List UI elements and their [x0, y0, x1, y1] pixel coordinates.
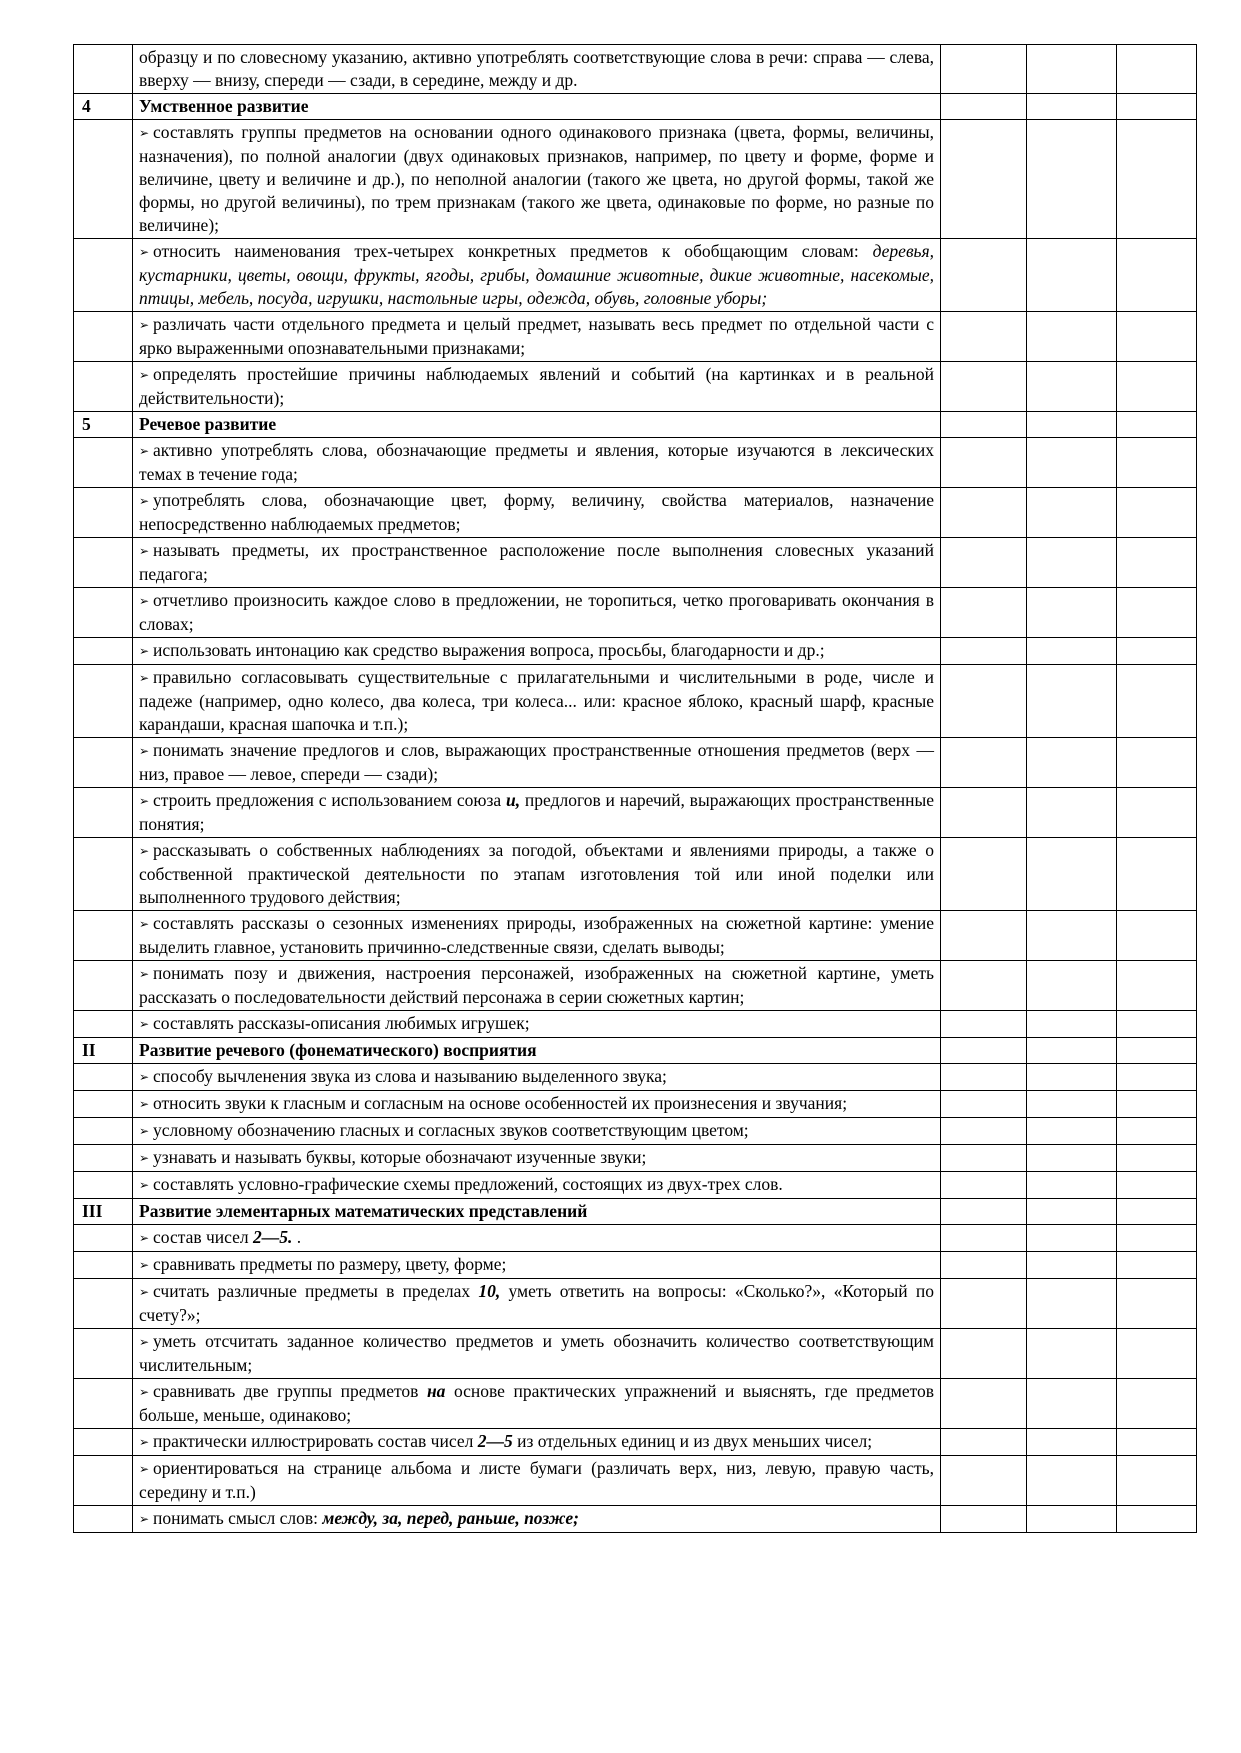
- assessment-cell[interactable]: [1117, 1038, 1197, 1064]
- assessment-cell[interactable]: [1117, 1456, 1197, 1506]
- assessment-cell[interactable]: [1027, 412, 1117, 438]
- bullet-arrow-icon: ➢: [139, 1017, 150, 1031]
- skill-text: составлять группы предметов на основании одного одинакового признака (цвета, формы, величины, назначения), по полной аналогии (двух одинаковых признаков, например, по цвету и форме, форме и величине, цвету и величине и др.), по неполной аналогии (такого же цвета, но другой формы, такой же формы, но другой величины), по трем признакам (такого же цвета, одинаковые по форме, но разные по величине);: [139, 122, 934, 235]
- assessment-cell[interactable]: [1027, 1279, 1117, 1329]
- assessment-cell[interactable]: [941, 738, 1027, 788]
- assessment-cell[interactable]: [941, 588, 1027, 638]
- skill-text: узнавать и называть буквы, которые обозначают изученные звуки;: [153, 1147, 647, 1167]
- assessment-cell[interactable]: [941, 362, 1027, 412]
- assessment-cell[interactable]: [1117, 638, 1197, 665]
- assessment-cell[interactable]: [1027, 120, 1117, 239]
- section-number: [74, 1279, 133, 1329]
- assessment-cell[interactable]: [1027, 1225, 1117, 1252]
- table-row: [74, 312, 1197, 362]
- assessment-cell[interactable]: [1027, 1038, 1117, 1064]
- skill-item: [133, 1011, 941, 1038]
- assessment-cell[interactable]: [941, 1279, 1027, 1329]
- section-number: [74, 1429, 133, 1456]
- section-number: [74, 488, 133, 538]
- skill-bold-text: 2—5: [477, 1431, 513, 1451]
- assessment-cell[interactable]: [1117, 665, 1197, 738]
- assessment-cell[interactable]: [941, 312, 1027, 362]
- assessment-cell[interactable]: [941, 45, 1027, 94]
- assessment-cell[interactable]: [941, 961, 1027, 1011]
- skill-tail-text: из отдельных единиц и из двух меньших чисел;: [517, 1431, 873, 1451]
- section-number: [74, 788, 133, 838]
- skill-item: [133, 1429, 941, 1456]
- assessment-cell[interactable]: [1117, 120, 1197, 239]
- skill-item: [133, 312, 941, 362]
- assessment-cell[interactable]: [1027, 638, 1117, 665]
- table-row: [74, 1091, 1197, 1118]
- skill-italic-text: деревья, кустарники, цветы, овощи, фрукты, ягоды, грибы, домашние животные, дикие животные, насекомые, птицы, мебель, посуда, игрушки, настольные игры, одежда, обувь, головные уборы;: [139, 241, 935, 308]
- assessment-cell[interactable]: [1117, 412, 1197, 438]
- table-row: [74, 1172, 1197, 1199]
- assessment-cell[interactable]: [941, 1199, 1027, 1225]
- assessment-cell[interactable]: [941, 1091, 1027, 1118]
- bullet-arrow-icon: ➢: [139, 1285, 150, 1299]
- skill-item: [133, 1225, 941, 1252]
- bullet-arrow-icon: ➢: [139, 744, 150, 758]
- skill-bold-text: на: [426, 1381, 446, 1401]
- table-row: [74, 638, 1197, 665]
- section-title: Умственное развитие: [133, 94, 941, 120]
- assessment-cell[interactable]: [1117, 911, 1197, 961]
- assessment-cell[interactable]: [941, 1429, 1027, 1456]
- section-number: [74, 1145, 133, 1172]
- assessment-cell[interactable]: [1027, 838, 1117, 911]
- section-number: [74, 1506, 133, 1533]
- section-number: III: [74, 1199, 133, 1225]
- bullet-arrow-icon: ➢: [139, 671, 150, 685]
- skill-text: состав чисел: [153, 1227, 249, 1247]
- section-number: [74, 911, 133, 961]
- assessment-cell[interactable]: [941, 788, 1027, 838]
- assessment-cell[interactable]: [1027, 45, 1117, 94]
- skill-item: [133, 1064, 941, 1091]
- skill-text: называть предметы, их пространственное расположение после выполнения словесных указаний педагога;: [139, 540, 934, 584]
- skill-item: [133, 1379, 941, 1429]
- section-number: [74, 638, 133, 665]
- assessment-cell[interactable]: [1117, 1199, 1197, 1225]
- table-row: [74, 1118, 1197, 1145]
- table-row: [74, 538, 1197, 588]
- table-row: [74, 838, 1197, 911]
- section-header-row: [74, 94, 1197, 120]
- skill-text: различать части отдельного предмета и целый предмет, называть весь предмет по отдельной части с ярко выраженными опознавательными признаками;: [139, 314, 934, 358]
- assessment-cell[interactable]: [1027, 312, 1117, 362]
- skill-text: определять простейшие причины наблюдаемых явлений и событий (на картинках и в реальной действительности);: [139, 364, 934, 408]
- assessment-cell[interactable]: [941, 1064, 1027, 1091]
- assessment-cell[interactable]: [1117, 45, 1197, 94]
- assessment-cell[interactable]: [1117, 1252, 1197, 1279]
- section-number: [74, 1064, 133, 1091]
- assessment-cell[interactable]: [941, 1038, 1027, 1064]
- skill-item: [133, 961, 941, 1011]
- section-number: [74, 588, 133, 638]
- bullet-arrow-icon: ➢: [139, 1097, 150, 1111]
- assessment-cell[interactable]: [1117, 588, 1197, 638]
- skill-bold-text: 10,: [478, 1281, 501, 1301]
- table-row: [74, 1379, 1197, 1429]
- bullet-arrow-icon: ➢: [139, 1070, 150, 1084]
- section-number: [74, 438, 133, 488]
- bullet-arrow-icon: ➢: [139, 967, 150, 981]
- bullet-arrow-icon: ➢: [139, 368, 150, 382]
- skill-bold-text: и,: [505, 790, 521, 810]
- skill-text: сравнивать две группы предметов: [153, 1381, 419, 1401]
- bullet-arrow-icon: ➢: [139, 844, 150, 858]
- skill-item: [133, 1506, 941, 1533]
- assessment-cell[interactable]: [1027, 1172, 1117, 1199]
- assessment-cell[interactable]: [941, 1225, 1027, 1252]
- assessment-cell[interactable]: [1117, 961, 1197, 1011]
- section-number: [74, 1379, 133, 1429]
- skill-item: [133, 362, 941, 412]
- skill-item: [133, 1456, 941, 1506]
- section-number: [74, 362, 133, 412]
- table-row: [74, 911, 1197, 961]
- assessment-cell[interactable]: [941, 1506, 1027, 1533]
- bullet-arrow-icon: ➢: [139, 1435, 150, 1449]
- table-row: [74, 1011, 1197, 1038]
- section-number: [74, 1172, 133, 1199]
- table-row: [74, 120, 1197, 239]
- assessment-cell[interactable]: [1117, 362, 1197, 412]
- skill-item: [133, 1329, 941, 1379]
- skill-text: понимать позу и движения, настроения персонажей, изображенных на сюжетной картине, уметь рассказать о последовательности действий персонажа в серии сюжетных картин;: [139, 963, 934, 1007]
- assessment-cell[interactable]: [1027, 961, 1117, 1011]
- assessment-cell[interactable]: [1027, 1145, 1117, 1172]
- section-number: [74, 1456, 133, 1506]
- assessment-cell[interactable]: [1027, 1379, 1117, 1429]
- table-row: [74, 1252, 1197, 1279]
- section-number: 4: [74, 94, 133, 120]
- section-number: [74, 665, 133, 738]
- table-row: [74, 45, 1197, 94]
- assessment-cell[interactable]: [1117, 94, 1197, 120]
- section-number: [74, 961, 133, 1011]
- assessment-cell[interactable]: [1027, 1329, 1117, 1379]
- table-row: [74, 738, 1197, 788]
- bullet-arrow-icon: ➢: [139, 1231, 150, 1245]
- assessment-cell[interactable]: [1027, 362, 1117, 412]
- assessment-cell[interactable]: [1027, 488, 1117, 538]
- assessment-cell[interactable]: [1117, 738, 1197, 788]
- assessment-cell[interactable]: [941, 911, 1027, 961]
- skill-item: [133, 488, 941, 538]
- bullet-arrow-icon: ➢: [139, 1178, 150, 1192]
- assessment-cell[interactable]: [1117, 788, 1197, 838]
- assessment-cell[interactable]: [1117, 1279, 1197, 1329]
- bullet-arrow-icon: ➢: [139, 544, 150, 558]
- assessment-cell[interactable]: [1027, 738, 1117, 788]
- assessment-cell[interactable]: [1117, 838, 1197, 911]
- skill-text: правильно согласовывать существительные с прилагательными и числительными в роде, числе и падеже (например, одно колесо, два колеса, три колеса... или: красное яблоко, красный шарф, красные карандаши, красная шапочка и т.п.);: [139, 667, 934, 734]
- assessment-cell[interactable]: [1117, 1329, 1197, 1379]
- skill-item: [133, 788, 941, 838]
- skill-text: ориентироваться на странице альбома и листе бумаги (различать верх, низ, левую, правую часть, середину и т.п.): [139, 1458, 934, 1502]
- table-row: [74, 665, 1197, 738]
- assessment-cell[interactable]: [941, 239, 1027, 312]
- assessment-cell[interactable]: [941, 1011, 1027, 1038]
- assessment-cell[interactable]: [941, 665, 1027, 738]
- assessment-cell[interactable]: [1027, 788, 1117, 838]
- assessment-cell[interactable]: [1117, 1064, 1197, 1091]
- assessment-cell[interactable]: [941, 638, 1027, 665]
- assessment-cell[interactable]: [941, 838, 1027, 911]
- skill-text: образцу и по словесному указанию, активно употреблять соответствующие слова в речи: справа — слева, вверху — внизу, спереди — сзади, в середине, между и др.: [139, 47, 934, 90]
- section-number: 5: [74, 412, 133, 438]
- table-row: [74, 1456, 1197, 1506]
- bullet-arrow-icon: ➢: [139, 126, 150, 140]
- assessment-cell[interactable]: [941, 1172, 1027, 1199]
- section-header-row: [74, 412, 1197, 438]
- skills-table: [73, 44, 1197, 1533]
- section-number: [74, 45, 133, 94]
- assessment-cell[interactable]: [1117, 1145, 1197, 1172]
- skill-tail-text: основе практических упражнений и выяснять, где предметов больше, меньше, одинаково;: [139, 1381, 935, 1425]
- assessment-cell[interactable]: [1117, 1379, 1197, 1429]
- bullet-arrow-icon: ➢: [139, 794, 150, 808]
- bullet-arrow-icon: ➢: [139, 245, 150, 259]
- assessment-cell[interactable]: [1027, 1091, 1117, 1118]
- assessment-cell[interactable]: [941, 488, 1027, 538]
- skill-item: [133, 1252, 941, 1279]
- skill-text: составлять условно-графические схемы предложений, состоящих из двух-трех слов.: [153, 1174, 783, 1194]
- assessment-cell[interactable]: [941, 120, 1027, 239]
- table-row: [74, 788, 1197, 838]
- bullet-arrow-icon: ➢: [139, 1462, 150, 1476]
- assessment-cell[interactable]: [1027, 665, 1117, 738]
- skills-table-body: [74, 45, 1197, 1533]
- table-row: [74, 239, 1197, 312]
- skill-bold-text: между, за, перед, раньше, позже;: [322, 1508, 579, 1528]
- section-header-row: [74, 1038, 1197, 1064]
- assessment-cell[interactable]: [1117, 488, 1197, 538]
- skill-text: уметь отсчитать заданное количество предметов и уметь обозначить количество соответствующим числительным;: [139, 1331, 934, 1375]
- assessment-cell[interactable]: [1027, 1011, 1117, 1038]
- skill-tail-text: предлогов и наречий, выражающих пространственные понятия;: [139, 790, 934, 834]
- skill-item: [133, 45, 941, 94]
- assessment-cell[interactable]: [1027, 239, 1117, 312]
- table-row: [74, 1329, 1197, 1379]
- assessment-cell[interactable]: [1117, 538, 1197, 588]
- section-title: Развитие речевого (фонематического) восприятия: [133, 1038, 941, 1064]
- section-number: [74, 239, 133, 312]
- section-number: [74, 738, 133, 788]
- assessment-cell[interactable]: [941, 1329, 1027, 1379]
- table-row: [74, 1506, 1197, 1533]
- bullet-arrow-icon: ➢: [139, 594, 150, 608]
- skill-item: [133, 588, 941, 638]
- assessment-cell[interactable]: [1027, 438, 1117, 488]
- assessment-cell[interactable]: [941, 1145, 1027, 1172]
- table-row: [74, 1279, 1197, 1329]
- skill-item: [133, 1145, 941, 1172]
- assessment-cell[interactable]: [941, 94, 1027, 120]
- skill-tail-text: уметь ответить на вопросы: «Сколько?», «Который по счету?»;: [139, 1281, 935, 1325]
- skill-item: [133, 738, 941, 788]
- skill-text: строить предложения с использованием союза: [153, 790, 502, 810]
- assessment-cell[interactable]: [1027, 1064, 1117, 1091]
- skill-item: [133, 239, 941, 312]
- assessment-cell[interactable]: [941, 1118, 1027, 1145]
- section-number: [74, 1329, 133, 1379]
- skill-text: способу вычленения звука из слова и называнию выделенного звука;: [153, 1066, 667, 1086]
- assessment-cell[interactable]: [1117, 1011, 1197, 1038]
- skill-item: [133, 1172, 941, 1199]
- section-number: [74, 838, 133, 911]
- assessment-cell[interactable]: [1117, 239, 1197, 312]
- skill-text: употреблять слова, обозначающие цвет, форму, величину, свойства материалов, назначение непосредственно наблюдаемых предметов;: [139, 490, 934, 534]
- table-row: [74, 588, 1197, 638]
- skill-item: [133, 638, 941, 665]
- bullet-arrow-icon: ➢: [139, 1335, 150, 1349]
- table-row: [74, 488, 1197, 538]
- skill-text: отчетливо произносить каждое слово в предложении, не торопиться, четко проговаривать окончания в словах;: [139, 590, 934, 634]
- assessment-cell[interactable]: [941, 1252, 1027, 1279]
- assessment-cell[interactable]: [941, 538, 1027, 588]
- skill-text: составлять рассказы-описания любимых игрушек;: [153, 1013, 530, 1033]
- table-row: [74, 1064, 1197, 1091]
- assessment-cell[interactable]: [1117, 438, 1197, 488]
- skill-tail-text: .: [296, 1227, 302, 1247]
- skill-item: [133, 911, 941, 961]
- section-number: [74, 1252, 133, 1279]
- skill-item: [133, 538, 941, 588]
- section-number: [74, 1011, 133, 1038]
- section-number: [74, 1118, 133, 1145]
- section-number: II: [74, 1038, 133, 1064]
- table-row: [74, 438, 1197, 488]
- assessment-cell[interactable]: [1117, 1118, 1197, 1145]
- assessment-cell[interactable]: [1117, 1225, 1197, 1252]
- assessment-cell[interactable]: [941, 412, 1027, 438]
- bullet-arrow-icon: ➢: [139, 444, 150, 458]
- skill-text: практически иллюстрировать состав чисел: [153, 1431, 474, 1451]
- table-row: [74, 1225, 1197, 1252]
- skill-item: [133, 120, 941, 239]
- assessment-cell[interactable]: [941, 1456, 1027, 1506]
- skill-item: [133, 665, 941, 738]
- bullet-arrow-icon: ➢: [139, 917, 150, 931]
- assessment-cell[interactable]: [1027, 1199, 1117, 1225]
- assessment-cell[interactable]: [1117, 1172, 1197, 1199]
- assessment-cell[interactable]: [1027, 1252, 1117, 1279]
- assessment-cell[interactable]: [941, 438, 1027, 488]
- bullet-arrow-icon: ➢: [139, 1151, 150, 1165]
- bullet-arrow-icon: ➢: [139, 1124, 150, 1138]
- assessment-cell[interactable]: [1027, 1429, 1117, 1456]
- skill-text: относить наименования трех-четырех конкретных предметов к обобщающим словам:: [153, 241, 859, 261]
- assessment-cell[interactable]: [1027, 911, 1117, 961]
- skill-item: [133, 1091, 941, 1118]
- skill-item: [133, 438, 941, 488]
- table-row: [74, 1429, 1197, 1456]
- section-number: [74, 312, 133, 362]
- bullet-arrow-icon: ➢: [139, 1258, 150, 1272]
- skill-text: активно употреблять слова, обозначающие предметы и явления, которые изучаются в лексических темах в течение года;: [139, 440, 934, 484]
- bullet-arrow-icon: ➢: [139, 644, 150, 658]
- section-number: [74, 1225, 133, 1252]
- skill-text: считать различные предметы в пределах: [153, 1281, 471, 1301]
- assessment-cell[interactable]: [1117, 1091, 1197, 1118]
- assessment-cell[interactable]: [1027, 1506, 1117, 1533]
- assessment-cell[interactable]: [1117, 312, 1197, 362]
- bullet-arrow-icon: ➢: [139, 318, 150, 332]
- skill-bold-text: 2—5.: [253, 1227, 293, 1247]
- skill-item: [133, 1279, 941, 1329]
- table-row: [74, 961, 1197, 1011]
- section-header-row: [74, 1199, 1197, 1225]
- section-title: Речевое развитие: [133, 412, 941, 438]
- assessment-cell[interactable]: [1027, 1118, 1117, 1145]
- assessment-cell[interactable]: [1117, 1429, 1197, 1456]
- section-number: [74, 1091, 133, 1118]
- skill-text: понимать значение предлогов и слов, выражающих пространственные отношения предметов (верх — низ, правое — левое, спереди — сзади);: [139, 740, 934, 784]
- bullet-arrow-icon: ➢: [139, 494, 150, 508]
- skill-text: относить звуки к гласным и согласным на основе особенностей их произнесения и звучания;: [153, 1093, 848, 1113]
- skill-text: сравнивать предметы по размеру, цвету, форме;: [153, 1254, 507, 1274]
- skill-text: рассказывать о собственных наблюдениях за погодой, объектами и явлениями природы, а также о собственной практической деятельности по этапам изготовления той или иной поделки или выполненного трудового действия;: [139, 840, 934, 907]
- assessment-cell[interactable]: [1027, 538, 1117, 588]
- table-row: [74, 1145, 1197, 1172]
- assessment-cell[interactable]: [941, 1379, 1027, 1429]
- assessment-cell[interactable]: [1027, 1456, 1117, 1506]
- bullet-arrow-icon: ➢: [139, 1512, 150, 1526]
- assessment-cell[interactable]: [1027, 94, 1117, 120]
- skill-text: составлять рассказы о сезонных изменениях природы, изображенных на сюжетной картине: умение выделить главное, установить причинно-следственные связи, сделать выводы;: [139, 913, 934, 957]
- bullet-arrow-icon: ➢: [139, 1385, 150, 1399]
- skill-text: использовать интонацию как средство выражения вопроса, просьбы, благодарности и др.;: [153, 640, 825, 660]
- section-title: Развитие элементарных математических представлений: [133, 1199, 941, 1225]
- section-number: [74, 120, 133, 239]
- assessment-cell[interactable]: [1027, 588, 1117, 638]
- skill-text: понимать смысл слов:: [153, 1508, 318, 1528]
- skill-item: [133, 1118, 941, 1145]
- skill-item: [133, 838, 941, 911]
- skill-text: условному обозначению гласных и согласных звуков соответствующим цветом;: [153, 1120, 749, 1140]
- assessment-cell[interactable]: [1117, 1506, 1197, 1533]
- section-number: [74, 538, 133, 588]
- table-row: [74, 362, 1197, 412]
